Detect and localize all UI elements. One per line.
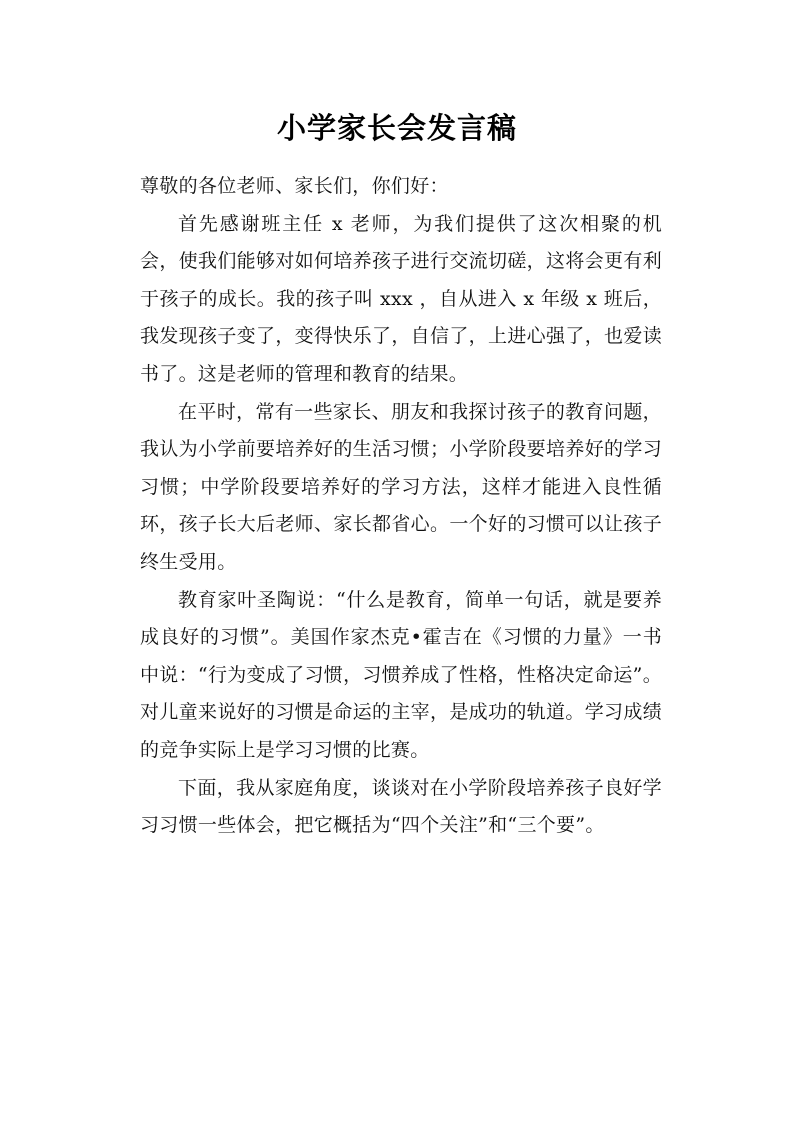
page-title: 小学家长会发言稿: [276, 111, 517, 145]
paragraph-3: 教育家叶圣陶说：“什么是教育，简单一句话，就是要养成良好的习惯”。美国作家杰克•霍吉在《习惯的力量》一书中说：“行为变成了习惯，习惯养成了性格，性格决定命运”。对儿童来说好的习惯是命运的主宰，是成功的轨道。学习成绩的竞争实际上是学习习惯的比赛。: [140, 588, 662, 761]
document-body: [140, 168, 662, 845]
paragraph-2: 在平时，常有一些家长、朋友和我探讨孩子的教育问题，我认为小学前要培养好的生活习惯；小学阶段要培养好的学习习惯；中学阶段要培养好的学习方法，这样才能进入良性循环，孩子长大后老师、家长都省心。一个好的习惯可以让孩子终生受用。: [140, 400, 662, 573]
paragraph-4: 下面，我从家庭角度，谈谈对在小学阶段培养孩子良好学习习惯一些体会，把它概括为“四个关注”和“三个要”。: [140, 776, 662, 837]
salutation: 尊敬的各位老师、家长们，你们好：: [140, 175, 449, 197]
paragraph-1: 首先感谢班主任 x 老师，为我们提供了这次相聚的机会，使我们能够对如何培养孩子进行交流切磋，这将会更有利于孩子的成长。我的孩子叫 xxx ，自从进入 x 年级 x 班后，我发现孩子变了，变得快乐了，自信了，上进心强了，也爱读书了。这是老师的管理和教育的结果。: [140, 212, 662, 385]
